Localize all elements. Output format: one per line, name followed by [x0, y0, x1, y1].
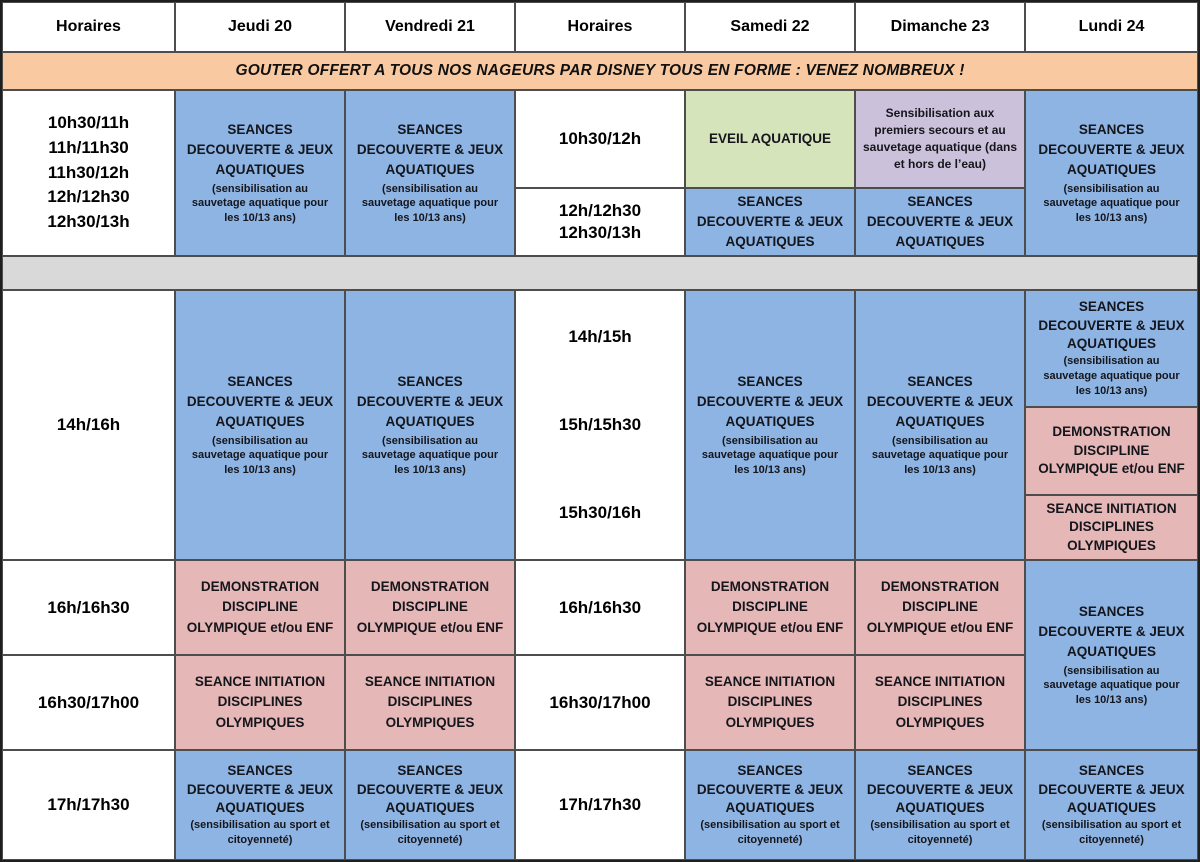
time-17h: 17h/17h30	[2, 750, 175, 860]
activity-title: SEANCE INITIATION DISCIPLINES OLYMPIQUES	[364, 674, 496, 730]
cell-dimanche-morning-seances	[855, 188, 1025, 256]
cell-lundi-evening-seances	[1025, 750, 1198, 860]
header-lundi-24: Lundi 24	[1025, 2, 1198, 52]
activity-title: SEANCE INITIATION DISCIPLINES OLYMPIQUES	[1046, 501, 1177, 553]
time-16h-right: 16h/16h30	[515, 560, 685, 655]
cell-jeudi-morning-seances	[175, 90, 345, 256]
activity-title: DEMONSTRATION DISCIPLINE OLYMPIQUE et/ou ENF	[186, 579, 334, 635]
activity-title: DEMONSTRATION DISCIPLINE OLYMPIQUE et/ou ENF	[1038, 423, 1185, 477]
cell-lundi-initiation	[1025, 495, 1198, 560]
activity-title: SEANCES DECOUVERTE & JEUX AQUATIQUES	[1038, 603, 1185, 660]
header-vendredi-21: Vendredi 21	[345, 2, 515, 52]
activity-subtitle: (sensibilisation au sauvetage aquatique pour les 10/13 ans)	[1043, 182, 1180, 225]
cell-samedi-afternoon-seances	[685, 290, 855, 560]
time-slot: 12h/12h30	[47, 187, 130, 207]
time-slot: 15h/15h30	[558, 415, 642, 434]
activity-subtitle: (sensibilisation au sauvetage aquatique pour les 10/13 ans)	[361, 434, 499, 477]
cell-dimanche-initiation	[855, 655, 1025, 750]
cell-jeudi-demonstration	[175, 560, 345, 655]
activity-title: SEANCE INITIATION DISCIPLINES OLYMPIQUES	[194, 674, 326, 730]
activity-title: SEANCES DECOUVERTE & JEUX AQUATIQUES	[186, 121, 334, 178]
activity-subtitle: (sensibilisation au sport et citoyenneté)	[190, 818, 330, 846]
activity-subtitle: (sensibilisation au sauvetage aquatique pour les 10/13 ans)	[701, 434, 839, 477]
cell-vendredi-initiation	[345, 655, 515, 750]
time-slot: 12h30/13h	[558, 222, 642, 242]
cell-dimanche-demonstration	[855, 560, 1025, 655]
activity-title: SEANCE INITIATION DISCIPLINES OLYMPIQUES	[704, 674, 836, 730]
cell-lundi-demonstration	[1025, 407, 1198, 495]
time-16h30: 16h30/17h00	[2, 655, 175, 750]
cell-samedi-initiation	[685, 655, 855, 750]
time-morning-right-top: 10h30/12h	[515, 90, 685, 188]
activity-title: EVEIL AQUATIQUE	[708, 130, 831, 146]
activity-subtitle: (sensibilisation au sauvetage aquatique pour les 10/13 ans)	[191, 434, 329, 477]
times-afternoon-right	[515, 290, 685, 560]
activity-subtitle: (sensibilisation au sauvetage aquatique pour les 10/13 ans)	[1043, 664, 1180, 707]
cell-dimanche-evening-seances	[855, 750, 1025, 860]
times-morning-right-bottom	[515, 188, 685, 256]
cell-vendredi-demonstration	[345, 560, 515, 655]
time-afternoon-left: 14h/16h	[2, 290, 175, 560]
activity-title: Sensibilisation aux premiers secours et au sauvetage aquatique (dans et hors de l’eau)	[862, 106, 1018, 171]
midday-separator	[2, 256, 1198, 290]
activity-subtitle: (sensibilisation au sauvetage aquatique pour les 10/13 ans)	[191, 182, 329, 225]
activity-title: SEANCES DECOUVERTE & JEUX AQUATIQUES	[696, 193, 844, 250]
time-17h-right: 17h/17h30	[515, 750, 685, 860]
activity-title: SEANCES DECOUVERTE & JEUX AQUATIQUES	[696, 373, 844, 430]
header-jeudi-20: Jeudi 20	[175, 2, 345, 52]
time-slot: 10h30/11h	[47, 113, 130, 133]
activity-subtitle: (sensibilisation au sport et citoyenneté)	[1041, 818, 1182, 846]
cell-samedi-demonstration	[685, 560, 855, 655]
cell-vendredi-morning-seances	[345, 90, 515, 256]
cell-samedi-evening-seances	[685, 750, 855, 860]
cell-jeudi-initiation	[175, 655, 345, 750]
time-slot: 11h30/12h	[47, 162, 130, 182]
cell-jeudi-evening-seances	[175, 750, 345, 860]
activity-subtitle: (sensibilisation au sauvetage aquatique pour les 10/13 ans)	[1043, 355, 1180, 397]
activity-title: DEMONSTRATION DISCIPLINE OLYMPIQUE et/ou ENF	[866, 579, 1014, 635]
cell-vendredi-evening-seances	[345, 750, 515, 860]
time-slot: 14h/15h	[568, 327, 632, 346]
activity-title: SEANCES DECOUVERTE & JEUX AQUATIQUES	[186, 763, 334, 815]
activity-title: SEANCES DECOUVERTE & JEUX AQUATIQUES	[356, 121, 504, 178]
activity-title: DEMONSTRATION DISCIPLINE OLYMPIQUE et/ou ENF	[696, 579, 844, 635]
cell-samedi-eveil-aquatique	[685, 90, 855, 188]
time-16h: 16h/16h30	[2, 560, 175, 655]
time-16h30-right: 16h30/17h00	[515, 655, 685, 750]
activity-title: SEANCES DECOUVERTE & JEUX AQUATIQUES	[356, 763, 504, 815]
time-slot: 12h30/13h	[47, 212, 130, 232]
activity-subtitle: (sensibilisation au sauvetage aquatique pour les 10/13 ans)	[361, 182, 499, 225]
activity-title: SEANCES DECOUVERTE & JEUX AQUATIQUES	[866, 193, 1014, 250]
activity-title: DEMONSTRATION DISCIPLINE OLYMPIQUE et/ou ENF	[356, 579, 504, 635]
times-morning-left	[2, 90, 175, 256]
activity-subtitle: (sensibilisation au sport et citoyenneté)	[700, 818, 840, 846]
cell-lundi-late-seances	[1025, 560, 1198, 750]
time-slot: 11h/11h30	[48, 137, 129, 157]
activity-title: SEANCES DECOUVERTE & JEUX AQUATIQUES	[866, 373, 1014, 430]
header-samedi-22: Samedi 22	[685, 2, 855, 52]
activity-title: SEANCES DECOUVERTE & JEUX AQUATIQUES	[866, 763, 1014, 815]
cell-jeudi-afternoon-seances	[175, 290, 345, 560]
activity-title: SEANCES DECOUVERTE & JEUX AQUATIQUES	[356, 373, 504, 430]
activity-subtitle: (sensibilisation au sport et citoyenneté)	[360, 818, 500, 846]
cell-vendredi-afternoon-seances	[345, 290, 515, 560]
cell-dimanche-premiers-secours	[855, 90, 1025, 188]
header-horaires-left: Horaires	[2, 2, 175, 52]
activity-title: SEANCES DECOUVERTE & JEUX AQUATIQUES	[696, 763, 844, 815]
activity-title: SEANCE INITIATION DISCIPLINES OLYMPIQUES	[874, 674, 1006, 730]
cell-lundi-morning-seances	[1025, 90, 1198, 256]
activity-title: SEANCES DECOUVERTE & JEUX AQUATIQUES	[186, 373, 334, 430]
activity-subtitle: (sensibilisation au sauvetage aquatique pour les 10/13 ans)	[871, 434, 1009, 477]
activity-title: SEANCES DECOUVERTE & JEUX AQUATIQUES	[1038, 121, 1185, 178]
gouter-banner: GOUTER OFFERT A TOUS NOS NAGEURS PAR DISNEY TOUS EN FORME : VENEZ NOMBREUX !	[2, 52, 1198, 90]
cell-dimanche-afternoon-seances	[855, 290, 1025, 560]
time-slot: 15h30/16h	[558, 503, 642, 522]
time-slot: 12h/12h30	[558, 200, 642, 220]
cell-samedi-morning-seances	[685, 188, 855, 256]
activity-subtitle: (sensibilisation au sport et citoyenneté)	[870, 818, 1010, 846]
header-horaires-right: Horaires	[515, 2, 685, 52]
cell-lundi-afternoon-seances	[1025, 290, 1198, 407]
activity-title: SEANCES DECOUVERTE & JEUX AQUATIQUES	[1038, 299, 1185, 351]
activity-title: SEANCES DECOUVERTE & JEUX AQUATIQUES	[1038, 763, 1185, 815]
header-dimanche-23: Dimanche 23	[855, 2, 1025, 52]
